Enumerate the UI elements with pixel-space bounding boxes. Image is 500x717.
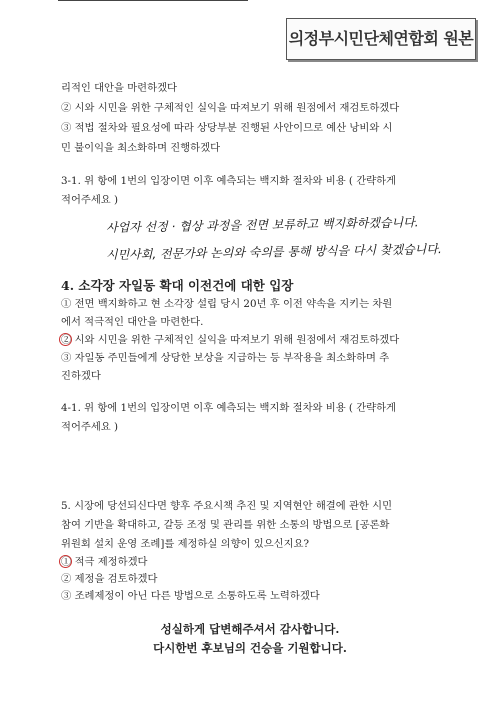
text-line: 진하겠다 xyxy=(61,370,101,382)
text-line: 리적인 대안을 마련하겠다 xyxy=(61,82,177,94)
option-line: ① 적극 제정하겠다 xyxy=(61,556,148,568)
question-4-1-line: 4-1. 위 항에 1번의 입장이면 이후 예측되는 백지화 절차와 비용 ( 간략하게 xyxy=(61,402,396,414)
question-3-1-line: 적어주세요 ) xyxy=(61,194,119,206)
selected-choice-mark xyxy=(59,333,72,346)
question-5-line: 참여 기반을 확대하고, 갈등 조정 및 관리를 위한 소통의 방법으로 [공론화 xyxy=(61,519,390,531)
question-5-line: 5. 시장에 당선되신다면 향후 주요시책 추진 및 지역현안 해결에 관한 시민 xyxy=(61,500,393,512)
question-3-1-line: 3-1. 위 항에 1번의 입장이면 이후 예측되는 백지화 절차와 비용 ( 간략하게 xyxy=(61,175,396,187)
text-line: ③ 적법 절차와 필요성에 따라 상당부분 진행된 사안이므로 예산 낭비와 시 xyxy=(61,122,393,134)
question-5-line: 위원회 설치 운영 조례]를 제정하실 의향이 있으신지요? xyxy=(61,538,310,550)
text-line: 민 불이익을 최소화하며 진행하겠다 xyxy=(61,142,221,154)
selected-choice-mark xyxy=(59,555,72,568)
question-4-1-line: 적어주세요 ) xyxy=(61,421,119,433)
origin-stamp: 의정부시민단체연합회 원본 xyxy=(286,18,476,60)
option-line: ② 제정을 검토하겠다 xyxy=(61,573,158,585)
option-line: ③ 조례제정이 아닌 다른 방법으로 소통하도록 노력하겠다 xyxy=(61,590,320,602)
text-line: ② 시와 시민을 위한 구체적인 실익을 따져보기 위해 원점에서 재검토하겠다 xyxy=(61,334,400,346)
handwritten-answer-line: 사업자 선정 · 협상 과정을 전면 보류하고 백지화하겠습니다. xyxy=(105,215,419,235)
handwritten-answer-line: 시민사회, 전문가와 논의와 숙의를 통해 방식을 다시 찾겠습니다. xyxy=(105,242,442,262)
top-rule xyxy=(58,0,248,1)
text-line: ② 시와 시민을 위한 구체적인 실익을 따져보기 위해 원점에서 재검토하겠다 xyxy=(61,102,400,114)
text-line: ① 전면 백지화하고 현 소각장 설립 당시 20년 후 이전 약속을 지키는 차원 xyxy=(61,298,393,310)
text-line: ③ 자일동 주민들에게 상당한 보상을 지급하는 등 부작용을 최소화하며 추 xyxy=(61,352,390,364)
closing-wish: 다시한번 후보님의 건승을 기원합니다. xyxy=(153,641,347,655)
section-4-heading: 4. 소각장 자일동 확대 이전건에 대한 입장 xyxy=(61,278,294,293)
closing-thanks: 성실하게 답변해주셔서 감사합니다. xyxy=(160,622,340,636)
text-line: 에서 적극적인 대안을 마련한다. xyxy=(61,316,204,328)
